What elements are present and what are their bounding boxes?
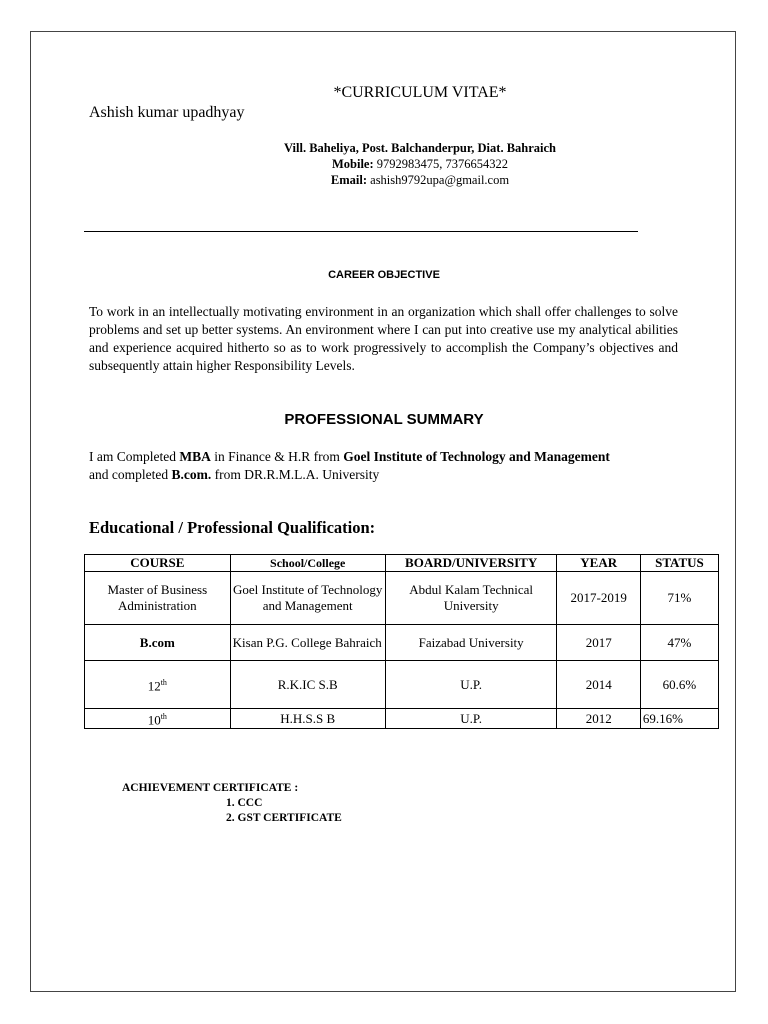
cell-year: 2017-2019 — [557, 572, 640, 625]
cell-board: U.P. — [385, 709, 557, 729]
mobile-value: 9792983475, 7376654322 — [376, 157, 509, 171]
cv-title: *CURRICULUM VITAE* — [333, 84, 507, 101]
table-row — [85, 709, 719, 729]
cell-course — [85, 709, 231, 729]
table-row — [85, 572, 719, 625]
header-school: School/College — [230, 555, 385, 572]
career-objective-heading: CAREER OBJECTIVE — [328, 269, 440, 281]
summary-text-4: from DR.R.M.L.A. University — [211, 467, 380, 482]
summary-bold-bcom: B.com. — [171, 467, 212, 482]
mobile-line — [230, 156, 610, 172]
header-board: BOARD/UNIVERSITY — [385, 555, 557, 572]
summary-text-1: I am Completed — [89, 449, 180, 464]
email-line — [230, 172, 610, 188]
header-status: STATUS — [640, 555, 718, 572]
email-value: ashish9792upa@gmail.com — [370, 173, 510, 187]
cell-school: Goel Institute of Technology and Management — [230, 572, 385, 625]
course-sup: th — [160, 712, 167, 721]
education-table — [84, 554, 719, 729]
cell-board: Faizabad University — [385, 625, 557, 661]
cell-status: 71% — [640, 572, 718, 625]
achievement-list — [226, 796, 342, 826]
cell-course — [85, 661, 231, 709]
cell-school: R.K.IC S.B — [230, 661, 385, 709]
cell-status: 47% — [640, 625, 718, 661]
cell-board: U.P. — [385, 661, 557, 709]
professional-summary-heading: PROFESSIONAL SUMMARY — [284, 411, 484, 428]
career-objective-text: To work in an intellectually motivating environment in an organization which shall offer challenges to solve problems and set up better systems. An environment where I can put into creative use my analytical abilities and experience acquired hitherto so as to work progressively to accomplish the Company’s objectives and subsequently attain higher Responsibility Levels. — [89, 304, 678, 373]
course-number: 12 — [147, 678, 161, 694]
header-course: COURSE — [85, 555, 231, 572]
mobile-label: Mobile: — [331, 157, 374, 171]
table-row — [85, 625, 719, 661]
summary-bold-institute: Goel Institute of Technology and Management — [343, 449, 610, 464]
cell-year: 2012 — [557, 709, 640, 729]
email-label: Email: — [330, 173, 368, 187]
course-number: 10 — [147, 712, 161, 728]
cell-status: 60.6% — [640, 661, 718, 709]
achievement-label: ACHIEVEMENT CERTIFICATE : — [122, 782, 299, 794]
summary-bold-mba: MBA — [179, 449, 211, 464]
table-header-row — [85, 555, 719, 572]
header-divider — [84, 231, 638, 232]
cell-course: B.com — [85, 625, 231, 661]
address: Vill. Baheliya, Post. Balchanderpur, Diat. Bahraich — [283, 141, 556, 155]
cell-school: H.H.S.S B — [230, 709, 385, 729]
header-year: YEAR — [557, 555, 640, 572]
list-item: 1. CCC — [226, 797, 263, 809]
cell-status: 69.16% — [640, 709, 718, 729]
cell-school: Kisan P.G. College Bahraich — [230, 625, 385, 661]
professional-summary-text — [89, 448, 678, 484]
course-sup: th — [160, 677, 167, 687]
cell-course: Master of Business Administration — [85, 572, 231, 625]
cell-year: 2014 — [557, 661, 640, 709]
table-row — [85, 661, 719, 709]
list-item: 2. GST CERTIFICATE — [226, 812, 342, 824]
cell-board: Abdul Kalam Technical University — [385, 572, 557, 625]
address-line — [230, 140, 610, 156]
summary-text-2: in Finance & H.R from — [210, 449, 344, 464]
cell-year: 2017 — [557, 625, 640, 661]
summary-text-3: and completed — [89, 467, 172, 482]
education-heading: Educational / Professional Qualification: — [89, 518, 376, 537]
candidate-name: Ashish kumar upadhyay — [89, 104, 245, 121]
